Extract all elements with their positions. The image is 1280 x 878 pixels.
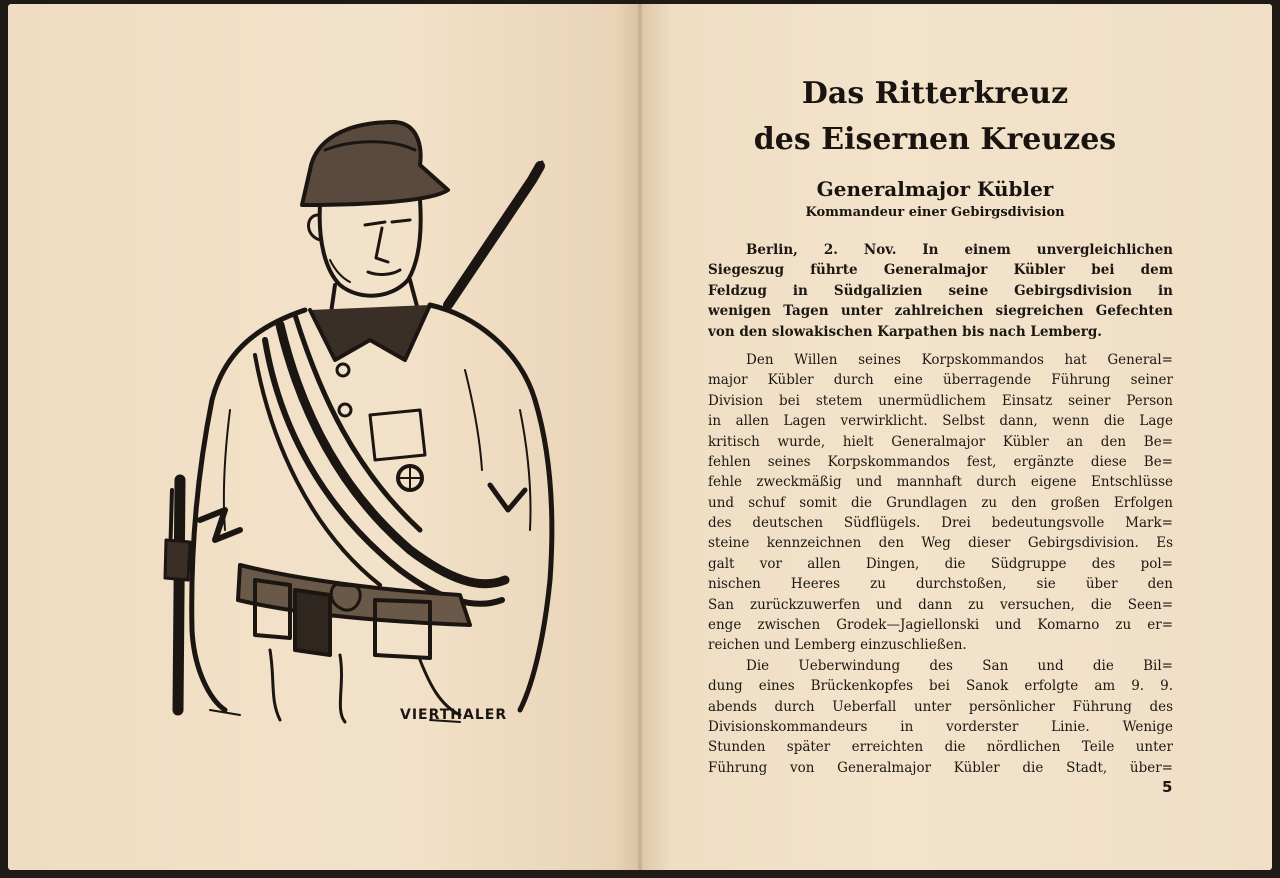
text-line: Berlin, 2. Nov. In einem unvergleichlichen (746, 242, 1173, 258)
text-line: fehle zweckmäßig und mannhaft durch eigene Entschlüsse (708, 474, 1173, 491)
soldier-sketch-icon (130, 110, 580, 735)
text-line: und schuf somit die Grundlagen zu den großen Erfolgen (708, 494, 1173, 511)
text-line: Führung von Generalmajor Kübler die Stadt, über= (708, 759, 1173, 776)
artist-signature: VIERTHALER (400, 707, 508, 723)
text-line: reichen und Lemberg einzuschließen. (708, 637, 967, 654)
text-line: abends durch Ueberfall unter persönlicher Führung des (708, 698, 1173, 715)
text-line: enge zwischen Grodek—Jagiellonski und Komarno zu er= (708, 617, 1173, 634)
text-line: von den slowakischen Karpathen bis nach Lemberg. (708, 323, 1102, 340)
paragraph-3 (708, 656, 1173, 778)
text-line: in allen Lagen verwirklicht. Selbst dann, wenn die Lage (708, 413, 1173, 430)
text-line: Divisionskommandeurs in vorderster Linie. Wenige (708, 718, 1173, 735)
paragraph-2 (708, 350, 1173, 656)
text-line: Stunden später erreichten die nördlichen Teile unter (708, 739, 1173, 756)
subtitle: Generalmajor Kübler (816, 177, 1054, 201)
subtitle-role: Kommandeur einer Gebirgsdivision (805, 205, 1065, 220)
text-line: dung eines Brückenkopfes bei Sanok erfolgte am 9. 9. (708, 678, 1173, 695)
page-number: 5 (1162, 778, 1173, 796)
text-line: galt vor allen Dingen, die Südgruppe des pol= (708, 555, 1173, 572)
text-line: steine kennzeichnen den Weg dieser Gebirgsdivision. Es (708, 535, 1173, 552)
page-title-line-2: des Eisernen Kreuzes (753, 122, 1117, 157)
text-line: Feldzug in Südgalizien seine Gebirgsdivision in (708, 282, 1173, 299)
text-line: Division bei stetem unermüdlichem Einsatz seiner Person (708, 392, 1173, 409)
text-line: Die Ueberwindung des San und die Bil= (746, 657, 1173, 674)
lead-paragraph (708, 240, 1173, 342)
text-line: fehlen seines Korpskommandos fest, ergänzte diese Be= (708, 453, 1173, 470)
article-body (708, 240, 1173, 778)
text-line: Den Willen seines Korpskommandos hat General= (746, 351, 1173, 368)
text-line: nischen Heeres zu durchstoßen, sie über den (708, 576, 1173, 593)
page-title-line-1: Das Ritterkreuz (801, 76, 1069, 111)
text-line: major Kübler durch eine überragende Führung seiner (708, 372, 1173, 389)
text-line: Siegeszug führte Generalmajor Kübler bei dem (708, 262, 1173, 279)
text-line: San zurückzuwerfen und dann zu versuchen, die Seen= (708, 596, 1173, 613)
text-line: kritisch wurde, hielt Generalmajor Kübler an den Be= (708, 433, 1173, 450)
text-line: wenigen Tagen unter zahlreichen siegreichen Gefechten (708, 303, 1173, 320)
text-line: des deutschen Südflügels. Drei bedeutungsvolle Mark= (708, 515, 1173, 532)
